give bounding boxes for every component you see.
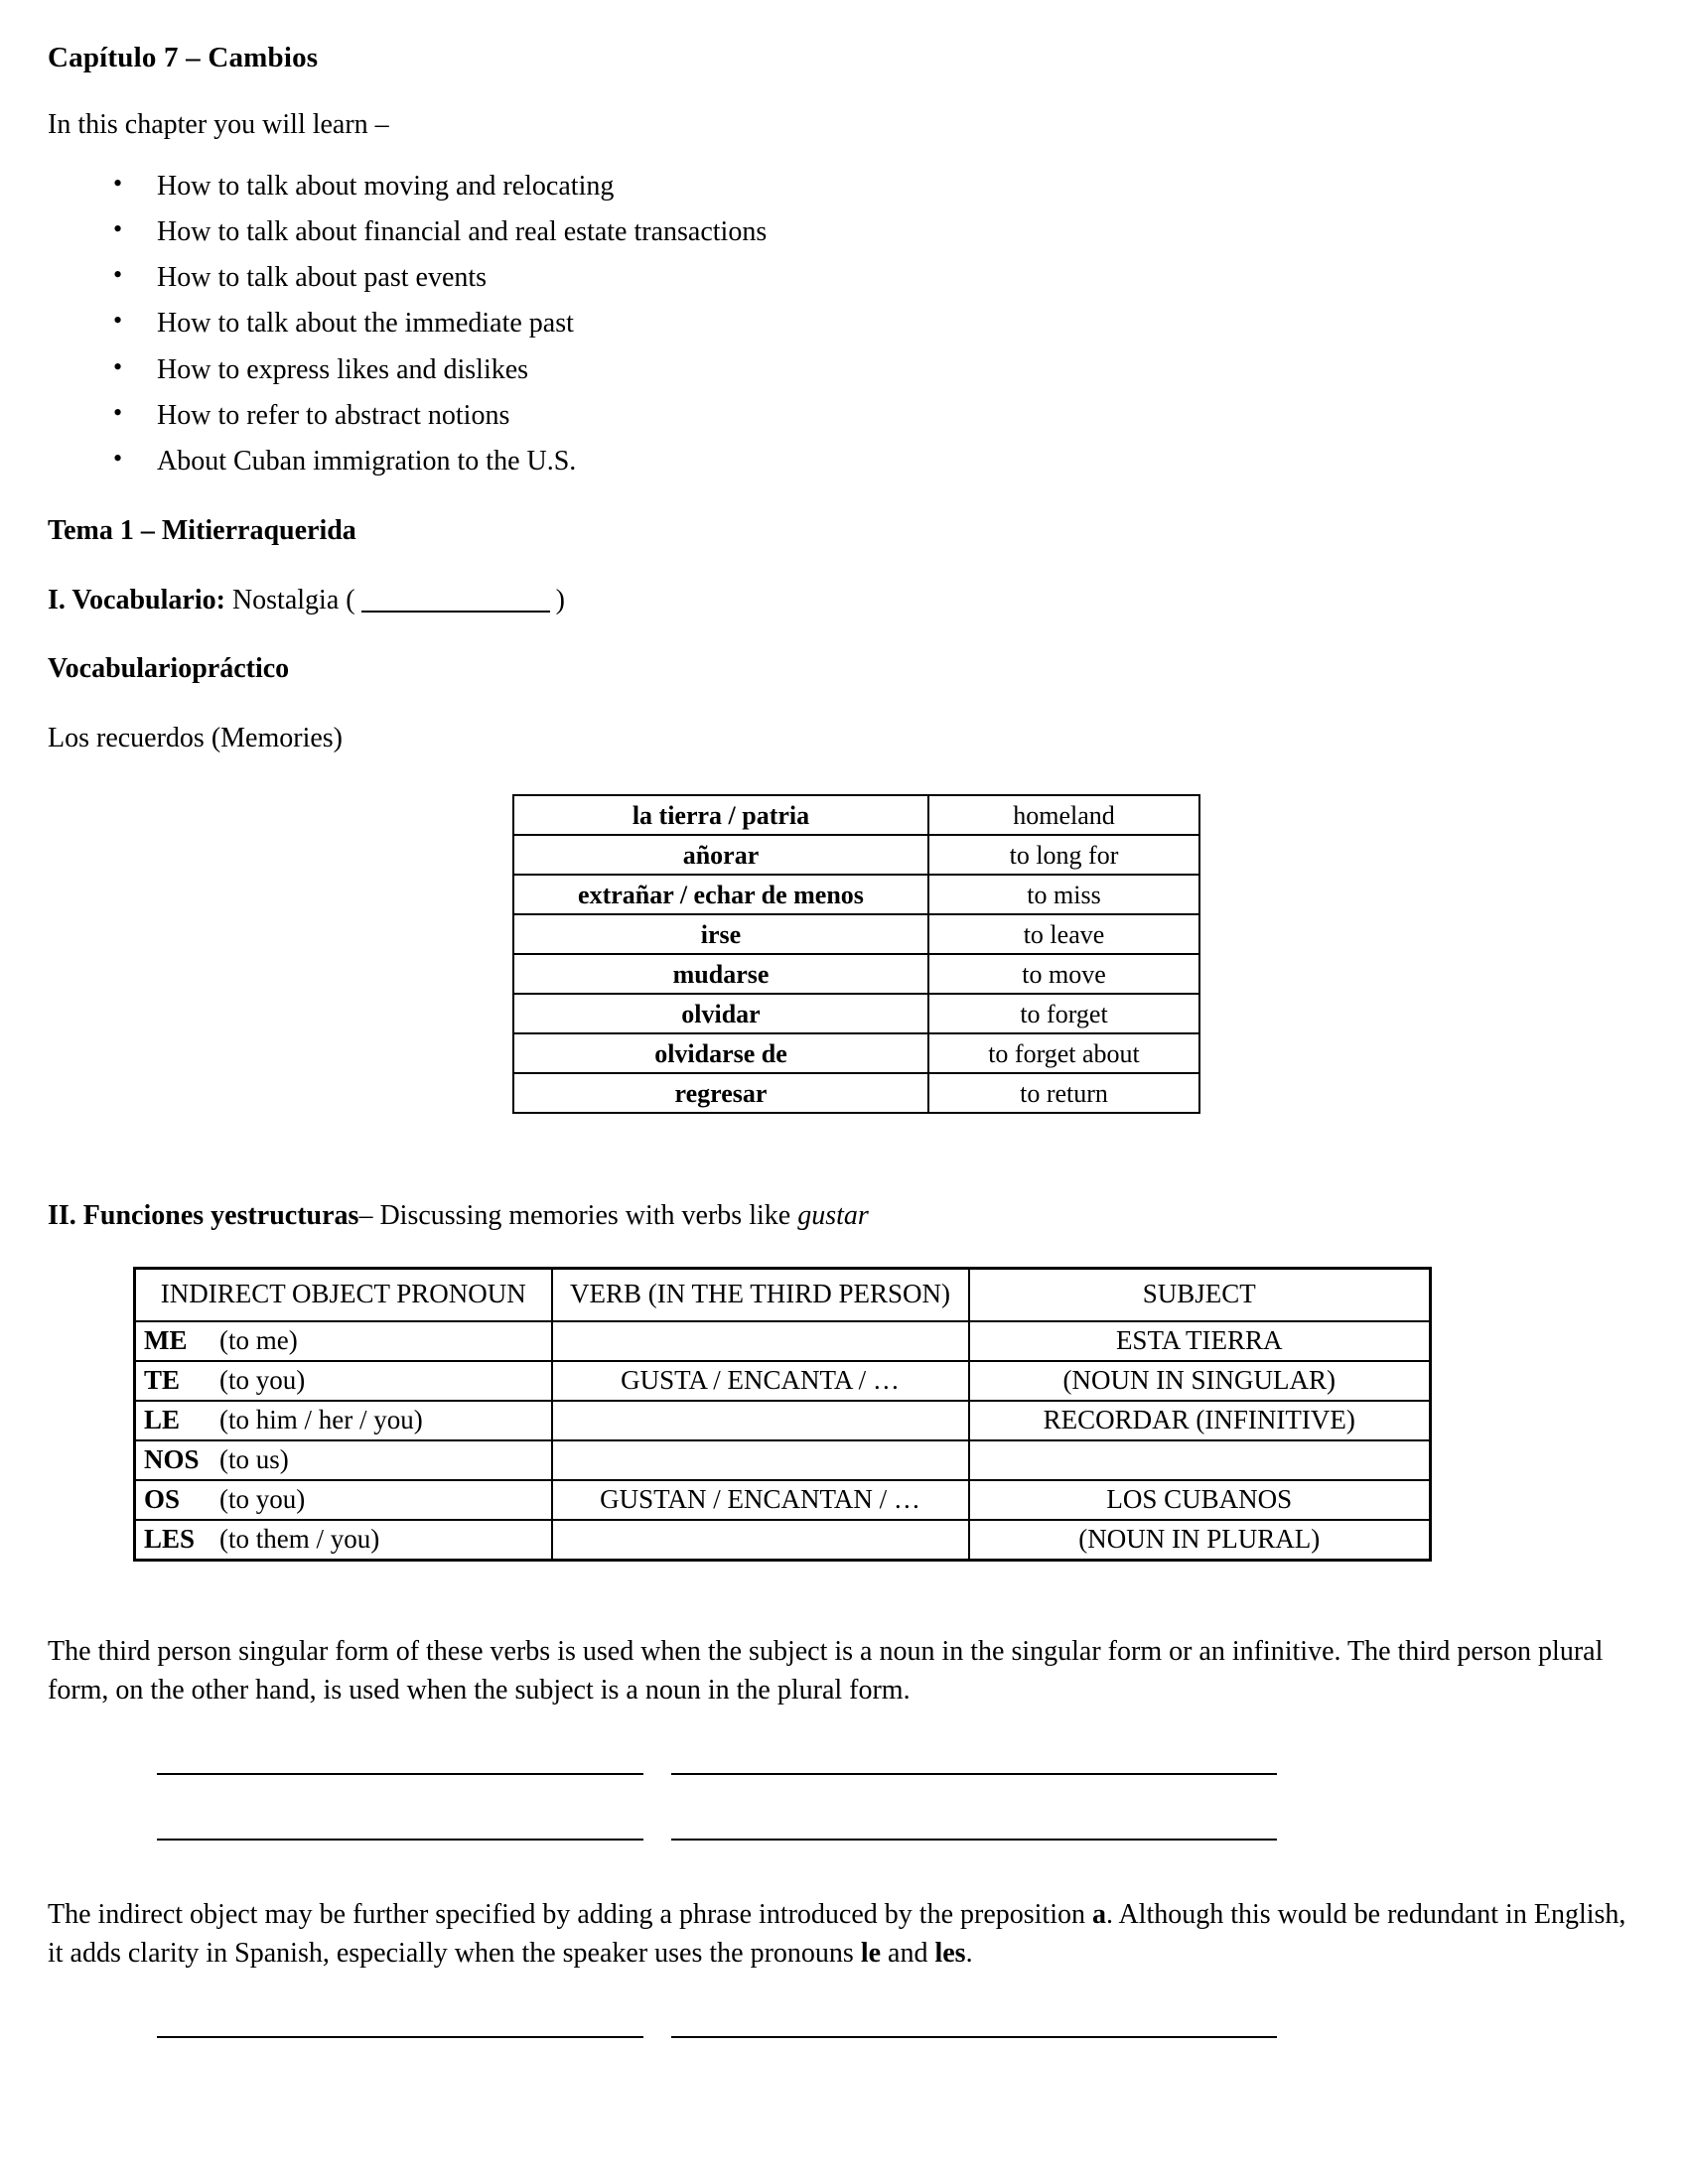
pronoun-cell	[135, 1321, 552, 1361]
recuerdos-label: Los recuerdos (Memories)	[48, 722, 344, 753]
vocab-spanish: regresar	[513, 1073, 928, 1113]
list-item	[48, 170, 1636, 204]
subject-cell	[969, 1440, 1431, 1480]
objective-text: About Cuban immigration to the U.S.	[157, 445, 577, 477]
vocabulario-line	[48, 584, 1636, 617]
table-row	[513, 994, 1199, 1033]
column-header-pronoun: INDIRECT OBJECT PRONOUN	[135, 1269, 552, 1321]
paragraph-part-one: The indirect object may be further specified by adding a phrase introduced by the preposition	[48, 1899, 1092, 1931]
subject-cell: ESTA TIERRA	[969, 1321, 1431, 1361]
table-row	[513, 875, 1199, 914]
vocabulario-label: I. Vocabulario:	[48, 584, 225, 615]
table-row	[135, 1401, 1431, 1440]
subject-cell: (NOUN IN SINGULAR)	[969, 1361, 1431, 1401]
pronoun-gloss: (to me)	[219, 1325, 298, 1356]
indirect-object-paragraph	[48, 1896, 1636, 1973]
grammar-table	[133, 1267, 1432, 1562]
table-row	[513, 795, 1199, 835]
vocab-spanish: irse	[513, 914, 928, 954]
vocab-spanish: extrañar / echar de menos	[513, 875, 928, 914]
blank-line-row	[48, 2032, 1636, 2038]
objective-text: How to express likes and dislikes	[157, 353, 529, 385]
table-row	[513, 1073, 1199, 1113]
vocab-spanish: añorar	[513, 835, 928, 875]
vocab-english: to move	[928, 954, 1199, 994]
vocab-english: to leave	[928, 914, 1199, 954]
column-header-verb: VERB (IN THE THIRD PERSON)	[552, 1269, 969, 1321]
blank-line-row	[48, 1835, 1636, 1841]
bullet-icon: •	[113, 168, 123, 198]
list-item	[48, 353, 1636, 387]
answer-blank-line[interactable]	[671, 1769, 1277, 1775]
answer-blank-line[interactable]	[157, 1769, 643, 1775]
answer-blank-group-two	[48, 2032, 1636, 2038]
pronoun-code: NOS	[144, 1444, 200, 1475]
vocabulario-text: Nostalgia (	[231, 584, 355, 615]
vocab-spanish: la tierra / patria	[513, 795, 928, 835]
bold-preposition-a: a	[1091, 1899, 1106, 1931]
tema-heading: Tema 1 – Mitierraquerida	[48, 515, 356, 547]
pronoun-cell	[135, 1361, 552, 1401]
funciones-verb-example: gustar	[797, 1200, 869, 1232]
fill-in-blank[interactable]	[361, 589, 550, 613]
pronoun-code: LE	[144, 1405, 181, 1435]
vocab-english: to return	[928, 1073, 1199, 1113]
pronoun-code: TE	[144, 1365, 181, 1396]
pronoun-cell	[135, 1440, 552, 1480]
answer-blank-line[interactable]	[671, 2032, 1277, 2038]
pronoun-gloss: (to us)	[219, 1444, 289, 1475]
pronoun-cell	[135, 1520, 552, 1561]
pronoun-code: ME	[144, 1325, 188, 1356]
vocab-spanish: mudarse	[513, 954, 928, 994]
vocabulario-text-close: )	[555, 584, 565, 615]
verb-cell: GUSTA / ENCANTA / …	[552, 1361, 969, 1401]
funciones-label: II. Funciones yestructuras	[48, 1200, 359, 1232]
list-item	[48, 399, 1636, 433]
answer-blank-line[interactable]	[157, 1835, 643, 1841]
verb-cell	[552, 1321, 969, 1361]
table-row	[513, 1033, 1199, 1073]
list-item	[48, 307, 1636, 341]
page-content	[48, 42, 1636, 2038]
table-row	[513, 835, 1199, 875]
list-item	[48, 445, 1636, 478]
bullet-icon: •	[113, 443, 123, 473]
pronoun-cell	[135, 1401, 552, 1440]
vocab-english: homeland	[928, 795, 1199, 835]
verb-cell	[552, 1401, 969, 1440]
bullet-icon: •	[113, 397, 123, 427]
table-row	[513, 914, 1199, 954]
blank-line-row	[48, 1769, 1636, 1775]
vocab-spanish: olvidar	[513, 994, 928, 1033]
table-row	[135, 1520, 1431, 1561]
table-row	[135, 1480, 1431, 1520]
paragraph-part-three: and	[881, 1937, 935, 1969]
verb-cell: GUSTAN / ENCANTAN / …	[552, 1480, 969, 1520]
vocab-spanish: olvidarse de	[513, 1033, 928, 1073]
paragraph-part-four: .	[965, 1937, 973, 1969]
pronoun-code: LES	[144, 1524, 196, 1555]
bullet-icon: •	[113, 306, 123, 336]
paragraph-part-two: . Although this would be redundant in English, it adds clarity in Spanish, especially when the speaker uses the pronouns	[48, 1899, 1626, 1969]
objective-text: How to talk about the immediate past	[157, 308, 574, 340]
pronoun-cell	[135, 1480, 552, 1520]
list-item	[48, 215, 1636, 249]
objective-text: How to talk about past events	[157, 262, 488, 294]
bullet-icon: •	[113, 351, 123, 381]
answer-blank-line[interactable]	[671, 1835, 1277, 1841]
vocab-english: to forget	[928, 994, 1199, 1033]
subject-cell: LOS CUBANOS	[969, 1480, 1431, 1520]
vocab-english: to miss	[928, 875, 1199, 914]
table-row	[135, 1321, 1431, 1361]
pronoun-code: OS	[144, 1484, 181, 1515]
bullet-icon: •	[113, 260, 123, 290]
answer-blank-line[interactable]	[157, 2032, 643, 2038]
bullet-icon: •	[113, 214, 123, 244]
funciones-heading	[48, 1199, 1636, 1233]
list-item	[48, 261, 1636, 295]
verb-cell	[552, 1520, 969, 1561]
explanation-paragraph: The third person singular form of these verbs is used when the subject is a noun in the singular form or an infinitive. The third person plural form, on the other hand, is used when the subject is a noun in the plural form.	[48, 1635, 1604, 1706]
subject-cell: RECORDAR (INFINITIVE)	[969, 1401, 1431, 1440]
answer-blank-group-one	[48, 1769, 1636, 1841]
table-row	[513, 954, 1199, 994]
pronoun-gloss: (to you)	[219, 1484, 306, 1515]
bold-pronoun-les: les	[934, 1937, 966, 1969]
vocab-english: to forget about	[928, 1033, 1199, 1073]
subject-cell: (NOUN IN PLURAL)	[969, 1520, 1431, 1561]
vocabulario-practico-heading: Vocabulariopráctico	[48, 653, 290, 685]
page-title: Capítulo 7 – Cambios	[48, 42, 319, 73]
pronoun-gloss: (to them / you)	[219, 1524, 380, 1555]
pronoun-gloss: (to him / her / you)	[219, 1405, 423, 1435]
verb-cell	[552, 1440, 969, 1480]
objective-text: How to refer to abstract notions	[157, 399, 510, 431]
objective-text: How to talk about financial and real estate transactions	[157, 216, 768, 248]
vocab-english: to long for	[928, 835, 1199, 875]
table-row	[135, 1361, 1431, 1401]
chapter-intro-line: In this chapter you will learn –	[48, 109, 389, 141]
pronoun-gloss: (to you)	[219, 1365, 306, 1396]
vocabulary-table	[512, 794, 1200, 1114]
column-header-subject: SUBJECT	[969, 1269, 1431, 1321]
table-header-row	[135, 1269, 1431, 1321]
objectives-list	[48, 170, 1636, 478]
objective-text: How to talk about moving and relocating	[157, 170, 615, 202]
table-row	[135, 1440, 1431, 1480]
bold-pronoun-le: le	[860, 1937, 882, 1969]
funciones-description: – Discussing memories with verbs like	[358, 1200, 798, 1232]
